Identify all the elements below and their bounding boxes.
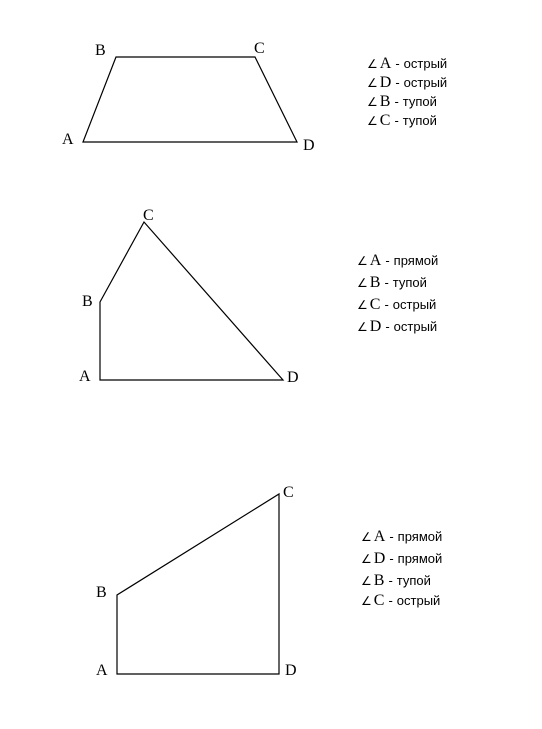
angle-type: прямой <box>397 551 443 566</box>
angle-symbol: ∠ <box>357 276 368 290</box>
vertex-label-a: A <box>79 368 91 385</box>
angle-type: прямой <box>397 529 443 544</box>
angle-vertex: D <box>379 74 392 91</box>
angle-vertex: D <box>369 318 382 335</box>
angle-symbol: ∠ <box>361 530 372 544</box>
angle-separator: - <box>394 94 399 109</box>
angle-row <box>367 56 447 72</box>
angle-row <box>357 297 436 313</box>
vertex-label-b: B <box>96 584 107 601</box>
vertex-label-c: C <box>143 207 154 224</box>
angle-symbol: ∠ <box>367 76 378 90</box>
vertex-label-c: C <box>283 484 294 501</box>
figure-quad-right-a <box>79 207 299 386</box>
angle-separator: - <box>385 253 390 268</box>
angle-separator: - <box>384 275 389 290</box>
angle-separator: - <box>389 551 394 566</box>
angle-vertex: B <box>373 572 385 589</box>
angle-separator: - <box>384 297 389 312</box>
angle-row <box>357 319 437 335</box>
angle-row <box>361 593 440 609</box>
vertex-label-b: B <box>82 293 93 310</box>
angle-row <box>357 275 427 291</box>
angle-symbol: ∠ <box>357 254 368 268</box>
angle-type: острый <box>403 56 448 71</box>
angle-type: тупой <box>396 573 431 588</box>
angle-symbol: ∠ <box>357 320 368 334</box>
angle-row <box>367 113 437 129</box>
right-trapezoid-shape <box>117 494 279 674</box>
angle-type: острый <box>396 593 441 608</box>
figure-trapezoid <box>62 40 315 154</box>
vertex-label-a: A <box>96 662 108 679</box>
angle-vertex: A <box>369 252 382 269</box>
angle-vertex: D <box>373 550 386 567</box>
angle-type: острый <box>392 297 437 312</box>
angle-type: тупой <box>402 94 437 109</box>
angle-symbol: ∠ <box>367 57 378 71</box>
angle-vertex: C <box>373 592 385 609</box>
angle-vertex: B <box>379 93 391 110</box>
vertex-label-d: D <box>285 662 297 679</box>
angle-symbol: ∠ <box>367 95 378 109</box>
quad-right-a-shape <box>100 222 283 380</box>
angle-type: тупой <box>402 113 437 128</box>
angle-vertex: C <box>379 112 391 129</box>
angle-row <box>361 529 442 545</box>
angle-separator: - <box>394 113 399 128</box>
angle-separator: - <box>385 319 390 334</box>
angle-vertex: A <box>373 528 386 545</box>
vertex-label-a: A <box>62 131 74 148</box>
angle-symbol: ∠ <box>361 594 372 608</box>
angle-vertex: B <box>369 274 381 291</box>
angle-separator: - <box>389 529 394 544</box>
vertex-label-c: C <box>254 40 265 57</box>
angle-type: острый <box>403 75 448 90</box>
angle-row <box>361 551 442 567</box>
angle-vertex: A <box>379 55 392 72</box>
angle-row <box>367 94 437 110</box>
angle-row <box>367 75 447 91</box>
angle-vertex: C <box>369 296 381 313</box>
angle-row <box>361 573 431 589</box>
angle-separator: - <box>395 56 400 71</box>
vertex-label-d: D <box>303 137 315 154</box>
figure-right-trapezoid <box>96 484 297 679</box>
vertex-label-d: D <box>287 369 299 386</box>
angle-type: тупой <box>392 275 427 290</box>
angle-symbol: ∠ <box>367 114 378 128</box>
angle-symbol: ∠ <box>357 298 368 312</box>
angle-separator: - <box>395 75 400 90</box>
vertex-label-b: B <box>95 42 106 59</box>
angle-row <box>357 253 438 269</box>
angle-separator: - <box>388 593 393 608</box>
trapezoid-shape <box>83 57 297 142</box>
angle-symbol: ∠ <box>361 574 372 588</box>
angle-symbol: ∠ <box>361 552 372 566</box>
angle-separator: - <box>388 573 393 588</box>
angle-type: прямой <box>393 253 439 268</box>
angle-type: острый <box>393 319 438 334</box>
